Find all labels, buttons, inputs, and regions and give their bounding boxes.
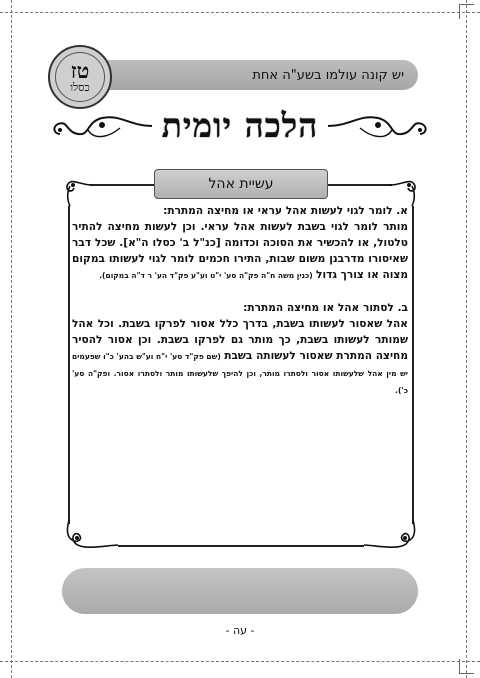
section-source: (כנין משה ח"ה פק"ה סע' י"ט וע"ע פק"ד הע' ר ד"ה במקום).	[99, 271, 313, 280]
section-body: מותר לומר לגוי בשבת לעשות אהל עראי. וכן לעשות מחיצה להתיר טלטול, או להכשיר את הסוכה וכדומה [כנ"ל ב' כסלו ה"א]. שכל דבר שאיסורו מדרבנן משום שבות, התירו חכמים לומר לגוי לעשותו במקום מצוה או צורך גדול	[72, 221, 408, 281]
frame-line-bottom	[118, 545, 364, 547]
frame-line-left	[68, 206, 70, 524]
section-2	[72, 300, 408, 399]
footer-bar	[62, 568, 418, 614]
header-text: יש קונה עולמו בשע"ה אחת	[252, 67, 404, 83]
margin-guide-bottom	[0, 661, 480, 662]
margin-guide-top	[0, 12, 480, 13]
corner-flourish-bottom-left-icon	[62, 518, 120, 552]
title-area	[50, 104, 430, 148]
section-heading: א. לומר לגוי לעשות אהל עראי או מחיצה המתרת:	[163, 205, 408, 217]
page-number: - עה -	[225, 624, 255, 637]
page-title: הלכה יומית	[161, 106, 319, 145]
margin-guide-left	[11, 0, 12, 678]
crop-mark-bottom-right	[459, 659, 474, 674]
date-month: כסלו	[70, 80, 90, 94]
crop-mark-top-right	[459, 4, 474, 19]
frame-line-right	[412, 206, 414, 524]
date-day: טז	[70, 57, 90, 83]
section-source: (שם פק"ד סע' י"ח וע"ש בהע' כ"ו שפעמים יש מין אהל שלעשותו אסור ולסתרו מותר, וכן להיפך שלעשותו מותר ולסתרו אסור. ופק"ה סע' כ').	[72, 352, 408, 395]
topic-text: עשיית אהל	[208, 176, 274, 192]
section-body: אהל שאסור לעשותו בשבת, בדרך כלל אסור לפרקו בשבת. וכל אהל שמותר לעשותו בשבת, כך מותר גם לפרקו בשבת. וכן אסור להסיר מחיצה המתרת שאסור לעשותה בשבת	[72, 318, 409, 362]
frame-line-top-left	[90, 184, 154, 186]
header-bar	[70, 57, 418, 90]
corner-flourish-bottom-right-icon	[362, 518, 420, 552]
date-badge	[48, 45, 112, 109]
section-1	[72, 203, 408, 284]
halacha-content	[72, 203, 408, 399]
section-heading: ב. לסתור אהל או מחיצה המתרת:	[243, 302, 408, 314]
frame-line-top-right	[328, 184, 392, 186]
flourish-ornament-right-icon	[326, 110, 430, 142]
margin-guide-right	[466, 0, 467, 678]
topic-label	[154, 169, 328, 199]
